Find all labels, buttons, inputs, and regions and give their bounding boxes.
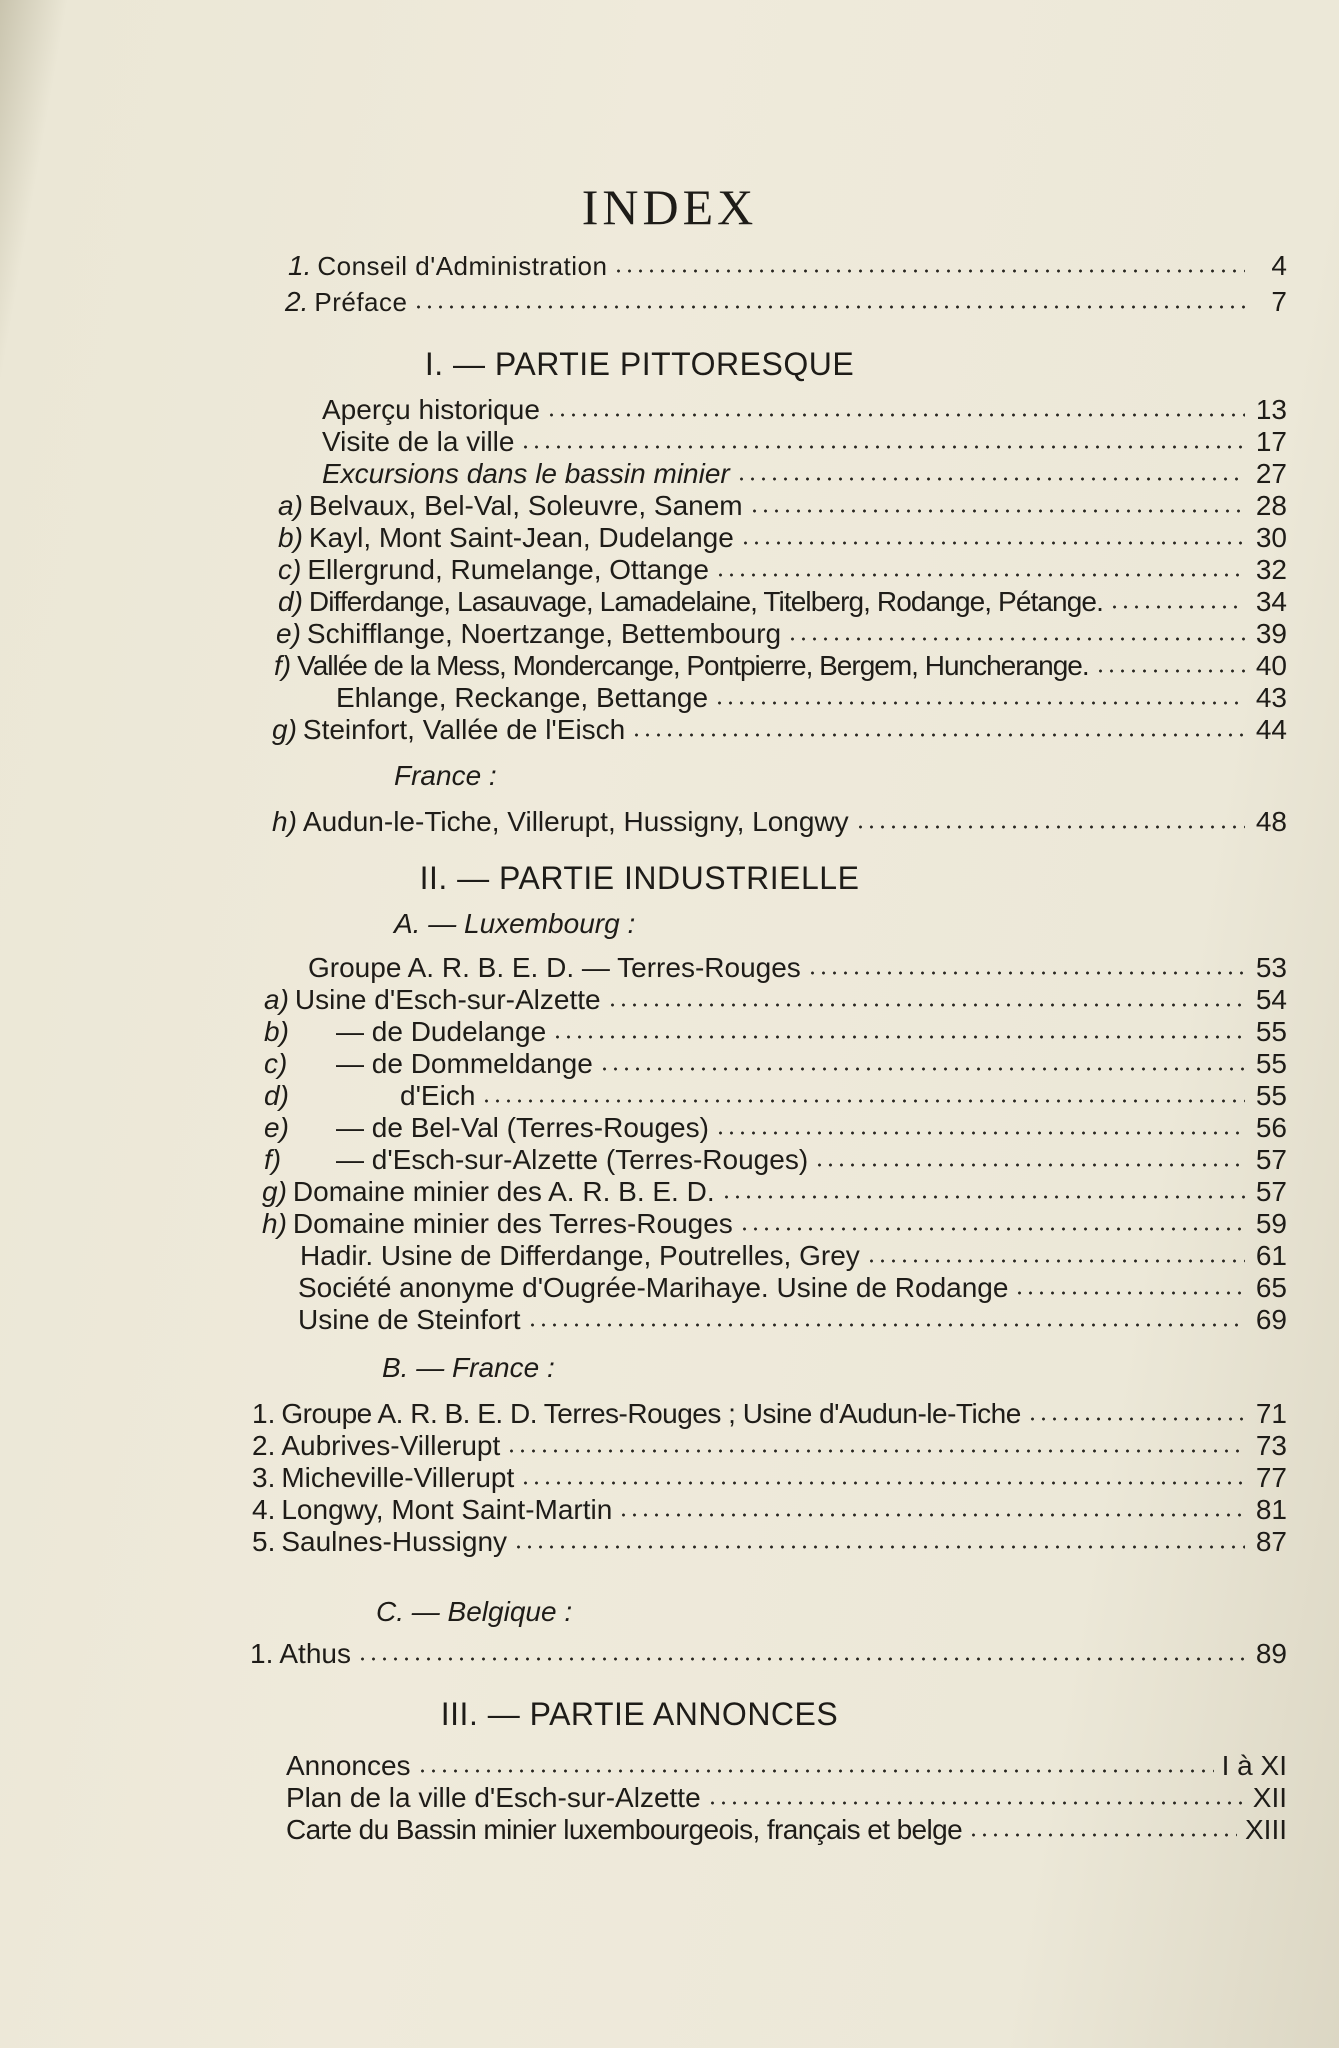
dot-leader bbox=[714, 700, 1245, 706]
entry-marker: e) bbox=[264, 1112, 289, 1143]
entry-label: Usine d'Esch-sur-Alzette bbox=[294, 984, 601, 1015]
entry-page: I à XI bbox=[1221, 1750, 1287, 1781]
entry-label: Carte du Bassin minier luxembourgeois, français et belge bbox=[286, 1814, 963, 1845]
entry-page: 54 bbox=[1255, 984, 1287, 1015]
entry-number: 3. bbox=[252, 1462, 276, 1493]
entry-marker: g) bbox=[272, 714, 297, 745]
dot-leader bbox=[866, 1258, 1245, 1264]
entry-marker: f) bbox=[274, 650, 292, 681]
subsection-label-france: France : bbox=[394, 760, 497, 791]
entry-marker: a) bbox=[264, 984, 289, 1015]
entry-marker: b) bbox=[264, 1016, 289, 1047]
dot-leader bbox=[520, 444, 1245, 450]
entry-page: 87 bbox=[1255, 1526, 1287, 1557]
entry-label: Audun-le-Tiche, Villerupt, Hussigny, Longwy bbox=[302, 806, 849, 837]
entry-label: — de Bel-Val (Terres-Rouges) bbox=[336, 1112, 709, 1143]
toc-entry bbox=[285, 286, 1287, 318]
entry-page: 71 bbox=[1255, 1398, 1287, 1429]
dot-leader bbox=[413, 304, 1245, 310]
toc-entry bbox=[308, 952, 1287, 984]
entry-marker: f) bbox=[264, 1144, 282, 1175]
entry-label: Saulnes-Hussigny bbox=[281, 1526, 508, 1557]
dot-leader bbox=[513, 1544, 1245, 1550]
toc-entry bbox=[278, 490, 1287, 522]
entry-label: d'Eich bbox=[400, 1080, 476, 1111]
entry-marker: h) bbox=[262, 1208, 287, 1239]
entry-page: 44 bbox=[1255, 714, 1287, 745]
entry-page: 77 bbox=[1255, 1462, 1287, 1493]
entry-marker: d) bbox=[264, 1080, 289, 1111]
entry-marker: a) bbox=[278, 490, 303, 521]
entry-label: Excursions dans le bassin minier bbox=[322, 458, 730, 489]
dot-leader bbox=[807, 970, 1245, 976]
toc-entry bbox=[300, 1240, 1287, 1272]
entry-label: Ehlange, Reckange, Bettange bbox=[336, 682, 709, 713]
entry-label: Hadir. Usine de Differdange, Poutrelles, Grey bbox=[300, 1240, 860, 1271]
entry-page: 55 bbox=[1255, 1080, 1287, 1111]
dot-leader bbox=[506, 1448, 1245, 1454]
toc-entry bbox=[298, 1272, 1287, 1304]
entry-label: — d'Esch-sur-Alzette (Terres-Rouges) bbox=[336, 1144, 809, 1175]
entry-label: Athus bbox=[279, 1638, 351, 1669]
entry-label: Vallée de la Mess, Mondercange, Pontpierre, Bergem, Huncherange. bbox=[297, 650, 1089, 681]
dot-leader bbox=[527, 1322, 1245, 1328]
toc-entry bbox=[272, 806, 1287, 838]
toc-entry bbox=[252, 1462, 1287, 1494]
dot-leader bbox=[814, 1162, 1245, 1168]
entry-label: Aperçu historique bbox=[322, 394, 540, 425]
entry-page: 61 bbox=[1255, 1240, 1287, 1271]
section-heading-industrielle: II. — PARTIE INDUSTRIELLE bbox=[419, 860, 860, 896]
toc-entry bbox=[264, 1112, 1287, 1144]
dot-leader bbox=[613, 268, 1245, 274]
dot-leader bbox=[707, 1800, 1245, 1806]
toc-entry bbox=[252, 1430, 1287, 1462]
entry-marker: g) bbox=[262, 1176, 287, 1207]
dot-leader bbox=[520, 1480, 1245, 1486]
entry-page: 53 bbox=[1255, 952, 1287, 983]
toc-entry bbox=[298, 1304, 1287, 1336]
toc-entry bbox=[250, 1638, 1287, 1670]
entry-page: 34 bbox=[1255, 586, 1287, 617]
entry-label: Domaine minier des Terres-Rouges bbox=[292, 1208, 733, 1239]
entry-label: Annonces bbox=[286, 1750, 411, 1781]
entry-page: 48 bbox=[1255, 806, 1287, 837]
entry-number: 1. bbox=[252, 1398, 276, 1429]
dot-leader bbox=[721, 1194, 1245, 1200]
entry-page: 55 bbox=[1255, 1016, 1287, 1047]
dot-leader bbox=[855, 824, 1245, 830]
entry-label: Ellergrund, Rumelange, Ottange bbox=[307, 554, 709, 585]
entry-label: Kayl, Mont Saint-Jean, Dudelange bbox=[308, 522, 734, 553]
dot-leader bbox=[968, 1832, 1237, 1838]
entry-label: Société anonyme d'Ougrée-Marihaye. Usine de Rodange bbox=[298, 1272, 1009, 1303]
dot-leader bbox=[1014, 1290, 1245, 1296]
toc-entry bbox=[274, 650, 1287, 682]
entry-page: 65 bbox=[1255, 1272, 1287, 1303]
entry-page: 4 bbox=[1271, 250, 1287, 281]
dot-leader bbox=[552, 1034, 1245, 1040]
entry-label: Préface bbox=[314, 287, 408, 317]
dot-leader bbox=[417, 1768, 1214, 1774]
entry-marker: c) bbox=[278, 554, 302, 585]
dot-leader bbox=[715, 572, 1245, 578]
entry-page: 30 bbox=[1255, 522, 1287, 553]
toc-entry bbox=[252, 1526, 1287, 1558]
toc-entry bbox=[264, 1144, 1287, 1176]
entry-page: 17 bbox=[1255, 426, 1287, 457]
entry-page: 89 bbox=[1255, 1638, 1287, 1669]
toc-entry bbox=[276, 618, 1287, 650]
entry-page: 69 bbox=[1255, 1304, 1287, 1335]
entry-number: 1. bbox=[288, 250, 312, 281]
entry-label: Schifflange, Noertzange, Bettembourg bbox=[306, 618, 782, 649]
entry-label: Groupe A. R. B. E. D. — Terres-Rouges bbox=[308, 952, 801, 983]
toc-entry bbox=[252, 1398, 1287, 1430]
toc-entry bbox=[278, 522, 1287, 554]
entry-page: XIII bbox=[1244, 1814, 1287, 1845]
entry-label: Domaine minier des A. R. B. E. D. bbox=[292, 1176, 715, 1207]
toc-entry bbox=[264, 1080, 1287, 1112]
entry-page: 39 bbox=[1255, 618, 1287, 649]
entry-page: 32 bbox=[1255, 554, 1287, 585]
entry-page: 56 bbox=[1255, 1112, 1287, 1143]
dot-leader bbox=[618, 1512, 1245, 1518]
entry-marker: e) bbox=[276, 618, 301, 649]
entry-number: 2. bbox=[285, 286, 309, 317]
toc-entry bbox=[264, 984, 1287, 1016]
toc-entry bbox=[272, 714, 1287, 746]
toc-entry bbox=[286, 1782, 1287, 1814]
dot-leader bbox=[607, 1002, 1245, 1008]
section-heading-pittoresque: I. — PARTIE PITTORESQUE bbox=[424, 346, 855, 382]
entry-page: 13 bbox=[1255, 394, 1287, 425]
entry-number: 1. bbox=[250, 1638, 274, 1669]
dot-leader bbox=[1109, 604, 1245, 610]
subsection-label-luxembourg: A. — Luxembourg : bbox=[394, 908, 636, 939]
toc-entry bbox=[252, 1494, 1287, 1526]
entry-label: Visite de la ville bbox=[322, 426, 515, 457]
entry-marker: h) bbox=[272, 806, 297, 837]
entry-page: 28 bbox=[1255, 490, 1287, 521]
subsection-label-france: B. — France : bbox=[382, 1352, 555, 1383]
entry-number: 2. bbox=[252, 1430, 276, 1461]
toc-entry bbox=[322, 394, 1287, 426]
dot-leader bbox=[631, 732, 1245, 738]
entry-label: — de Dommeldange bbox=[336, 1048, 593, 1079]
dot-leader bbox=[1027, 1416, 1245, 1422]
entry-label: Differdange, Lasauvage, Lamadelaine, Titelberg, Rodange, Pétange. bbox=[308, 586, 1103, 617]
dot-leader bbox=[1095, 668, 1245, 674]
entry-page: 40 bbox=[1255, 650, 1287, 681]
dot-leader bbox=[749, 508, 1245, 514]
entry-number: 4. bbox=[252, 1494, 276, 1525]
dot-leader bbox=[715, 1130, 1245, 1136]
toc-entry bbox=[322, 426, 1287, 458]
dot-leader bbox=[736, 476, 1245, 482]
toc-entry bbox=[262, 1176, 1287, 1208]
entry-label: Belvaux, Bel-Val, Soleuvre, Sanem bbox=[308, 490, 743, 521]
dot-leader bbox=[740, 540, 1245, 546]
entry-label: Plan de la ville d'Esch-sur-Alzette bbox=[286, 1782, 701, 1813]
entry-label: Micheville-Villerupt bbox=[281, 1462, 515, 1493]
subsection-label-belgique: C. — Belgique : bbox=[376, 1596, 573, 1627]
entry-label: Groupe A. R. B. E. D. Terres-Rouges ; Usine d'Audun-le-Tiche bbox=[281, 1398, 1021, 1429]
entry-page: 81 bbox=[1255, 1494, 1287, 1525]
entry-marker: d) bbox=[278, 586, 303, 617]
entry-page: 57 bbox=[1255, 1176, 1287, 1207]
entry-label: Longwy, Mont Saint-Martin bbox=[281, 1494, 613, 1525]
entry-number: 5. bbox=[252, 1526, 276, 1557]
section-heading-annonces: III. — PARTIE ANNONCES bbox=[440, 1696, 839, 1732]
entry-label: — de Dudelange bbox=[336, 1016, 547, 1047]
toc-entry bbox=[264, 1016, 1287, 1048]
entry-marker: b) bbox=[278, 522, 303, 553]
entry-page: 27 bbox=[1255, 458, 1287, 489]
entry-label: Aubrives-Villerupt bbox=[281, 1430, 501, 1461]
entry-page: 57 bbox=[1255, 1144, 1287, 1175]
entry-label: Usine de Steinfort bbox=[298, 1304, 521, 1335]
toc-entry bbox=[336, 682, 1287, 714]
dot-leader bbox=[546, 412, 1245, 418]
toc-entry bbox=[288, 250, 1287, 282]
dot-leader bbox=[787, 636, 1245, 642]
toc-entry bbox=[278, 554, 1287, 586]
entry-page: 59 bbox=[1255, 1208, 1287, 1239]
entry-label: Steinfort, Vallée de l'Eisch bbox=[302, 714, 626, 745]
toc-entry bbox=[286, 1814, 1287, 1846]
entry-page: 7 bbox=[1271, 286, 1287, 317]
entry-page: 55 bbox=[1255, 1048, 1287, 1079]
page-title: INDEX bbox=[581, 179, 758, 235]
entry-page: 43 bbox=[1255, 682, 1287, 713]
entry-page: 73 bbox=[1255, 1430, 1287, 1461]
dot-leader bbox=[739, 1226, 1245, 1232]
dot-leader bbox=[357, 1656, 1245, 1662]
toc-entry bbox=[262, 1208, 1287, 1240]
entry-page: XII bbox=[1252, 1782, 1287, 1813]
dot-leader bbox=[599, 1066, 1245, 1072]
toc-entry bbox=[264, 1048, 1287, 1080]
entry-label: Conseil d'Administration bbox=[317, 251, 608, 281]
toc-entry bbox=[278, 586, 1287, 618]
entry-marker: c) bbox=[264, 1048, 288, 1079]
toc-entry bbox=[286, 1750, 1287, 1782]
dot-leader bbox=[481, 1098, 1245, 1104]
toc-entry bbox=[322, 458, 1287, 490]
